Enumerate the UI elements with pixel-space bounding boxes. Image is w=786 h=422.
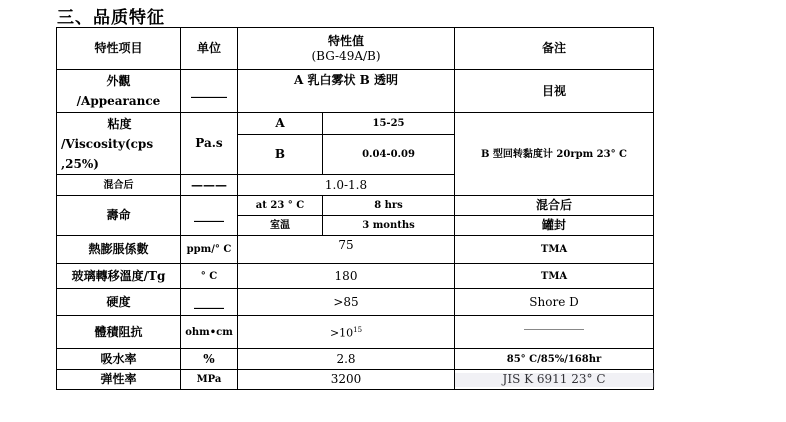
life-label: 壽命 [57, 196, 181, 236]
absorption-label: 吸水率 [57, 349, 181, 370]
row-viscosity-a [57, 113, 654, 135]
absorption-note: 85° C/85%/168hr [455, 349, 654, 370]
modulus-unit: MPa [181, 370, 238, 390]
viscosity-a-label: A [238, 113, 323, 135]
header-row [57, 28, 654, 70]
modulus-value: 3200 [238, 370, 455, 390]
modulus-note: JIS K 6911 23° C [455, 370, 654, 390]
cte-unit: ppm/° C [181, 236, 238, 264]
header-value [238, 28, 455, 70]
appearance-note: 目视 [455, 70, 654, 113]
hardness-unit: _____ [181, 289, 238, 316]
header-value-line2: (BG-49A/B) [311, 48, 381, 63]
absorption-unit: % [181, 349, 238, 370]
tg-label: 玻璃轉移溫度/Tg [57, 264, 181, 289]
cte-note: TMA [455, 236, 654, 264]
viscosity-note: B 型回转黏度计 20rpm 23° C [455, 113, 654, 196]
resistivity-label: 體積阻抗 [57, 316, 181, 349]
appearance-label-line1: 外觀 [106, 74, 131, 88]
modulus-label: 弹性率 [57, 370, 181, 390]
appearance-label [57, 70, 181, 113]
row-resistivity [57, 316, 654, 349]
life-c2-note: 罐封 [455, 216, 654, 236]
row-tg [57, 264, 654, 289]
viscosity-b-label: B [238, 135, 323, 175]
resistivity-note: __________ [455, 316, 654, 349]
header-value-line1: 特性值 [328, 33, 365, 48]
life-c1-note: 混合后 [455, 196, 654, 216]
spec-table [56, 27, 654, 390]
cte-label: 熱膨脹係數 [57, 236, 181, 264]
viscosity-label-line1: 粘度 [107, 116, 132, 131]
appearance-value: A 乳白雾状 B 透明 [238, 70, 455, 113]
row-appearance [57, 70, 654, 113]
appearance-label-line2: /Appearance [76, 94, 161, 108]
life-c2-label: 室温 [238, 216, 323, 236]
hardness-label: 硬度 [57, 289, 181, 316]
header-note: 备注 [455, 28, 654, 70]
viscosity-label-line2: /Viscosity(cps [61, 136, 154, 151]
resistivity-value-base: >10 [329, 326, 354, 340]
hardness-note: Shore D [455, 289, 654, 316]
hardness-value: >85 [238, 289, 455, 316]
viscosity-label [57, 113, 181, 175]
life-c2-value: 3 months [323, 216, 455, 236]
row-hardness [57, 289, 654, 316]
header-item: 特性项目 [57, 28, 181, 70]
resistivity-unit: ohm•cm [181, 316, 238, 349]
resistivity-value [238, 316, 455, 349]
appearance-unit: ______ [181, 70, 238, 113]
tg-value: 180 [238, 264, 455, 289]
mixed-unit: ——— [181, 175, 238, 196]
mixed-label: 混合后 [57, 175, 181, 196]
tg-note: TMA [455, 264, 654, 289]
cte-value: 75 [238, 236, 455, 264]
viscosity-unit: Pa.s [181, 113, 238, 175]
tg-unit: ° C [181, 264, 238, 289]
life-c1-label: at 23 ° C [238, 196, 323, 216]
row-modulus [57, 370, 654, 390]
viscosity-label-line3: ,25%) [61, 156, 99, 171]
viscosity-b-value: 0.04-0.09 [323, 135, 455, 175]
absorption-value: 2.8 [238, 349, 455, 370]
header-unit: 单位 [181, 28, 238, 70]
row-absorption [57, 349, 654, 370]
resistivity-value-exponent: 15 [353, 326, 363, 335]
section-heading: 三、品质特征 [57, 8, 165, 28]
viscosity-a-value: 15-25 [323, 113, 455, 135]
mixed-value: 1.0-1.8 [238, 175, 455, 196]
row-life-1 [57, 196, 654, 216]
life-unit: _____ [181, 196, 238, 236]
row-cte [57, 236, 654, 264]
life-c1-value: 8 hrs [323, 196, 455, 216]
